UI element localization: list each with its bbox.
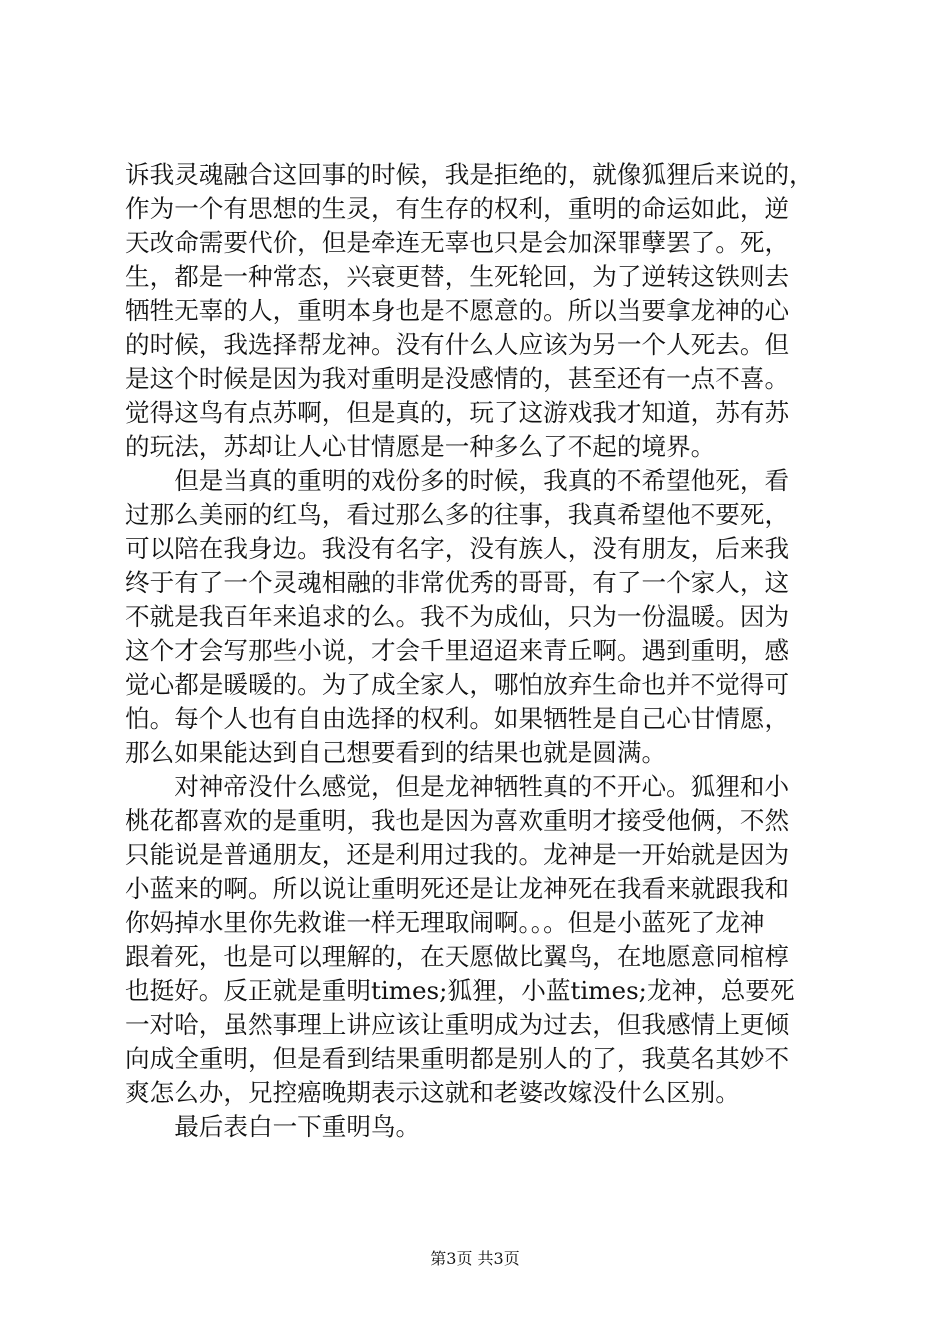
text-line: 天改命需要代价，但是牵连无辜也只是会加深罪孽罢了。死，	[125, 228, 790, 257]
text-line: 只能说是普通朋友，还是利用过我的。龙神是一开始就是因为	[125, 840, 790, 869]
text-line: 可以陪在我身边。我没有名字，没有族人，没有朋友，后来我	[125, 534, 790, 563]
text-line: 觉心都是暖暖的。为了成全家人，哪怕放弃生命也并不觉得可	[125, 670, 790, 699]
text-line: 也挺好。反正就是重明times;狐狸，小蓝times;龙神，总要死	[125, 976, 795, 1005]
text-line: 你妈掉水里你先救谁一样无理取闹啊。。。但是小蓝死了龙神	[125, 908, 765, 937]
text-line: 的时候，我选择帮龙神。没有什么人应该为另一个人死去。但	[125, 330, 790, 359]
text-line: 小蓝来的啊。所以说让重明死还是让龙神死在我看来就跟我和	[125, 874, 790, 903]
text-line: 一对哈，虽然事理上讲应该让重明成为过去，但我感情上更倾	[125, 1010, 790, 1039]
text-line: 觉得这鸟有点苏啊，但是真的，玩了这游戏我才知道，苏有苏	[125, 398, 790, 427]
text-line: 过那么美丽的红鸟，看过那么多的往事，我真希望他不要死，	[125, 500, 790, 529]
text-line: 怕。每个人也有自由选择的权利。如果牺牲是自己心甘情愿，	[125, 704, 790, 733]
text-line: 这个才会写那些小说，才会千里迢迢来青丘啊。遇到重明，感	[125, 636, 790, 665]
text-line: 但是当真的重明的戏份多的时候，我真的不希望他死，看	[125, 466, 790, 495]
text-line: 牺牲无辜的人，重明本身也是不愿意的。所以当要拿龙神的心	[125, 296, 790, 325]
text-line: 那么如果能达到自己想要看到的结果也就是圆满。	[125, 738, 667, 767]
text-line: 桃花都喜欢的是重明，我也是因为喜欢重明才接受他俩，不然	[125, 806, 790, 835]
text-line: 跟着死，也是可以理解的，在天愿做比翼鸟，在地愿意同棺椁	[125, 942, 790, 971]
text-line: 是这个时候是因为我对重明是没感情的，甚至还有一点不喜。	[125, 364, 790, 393]
text-line: 对神帝没什么感觉，但是龙神牺牲真的不开心。狐狸和小	[125, 772, 790, 801]
text-line: 的玩法，苏却让人心甘情愿是一种多么了不起的境界。	[125, 432, 716, 461]
text-line: 终于有了一个灵魂相融的非常优秀的哥哥，有了一个家人，这	[125, 568, 790, 597]
text-line: 不就是我百年来追求的么。我不为成仙，只为一份温暖。因为	[125, 602, 790, 631]
text-line: 诉我灵魂融合这回事的时候，我是拒绝的，就像狐狸后来说的，	[125, 160, 814, 189]
text-line: 生，都是一种常态，兴衰更替，生死轮回，为了逆转这铁则去	[125, 262, 790, 291]
text-line: 向成全重明，但是看到结果重明都是别人的了，我莫名其妙不	[125, 1044, 790, 1073]
text-line: 爽怎么办，兄控癌晚期表示这就和老婆改嫁没什么区别。	[125, 1078, 740, 1107]
text-line: 作为一个有思想的生灵，有生存的权利，重明的命运如此，逆	[125, 194, 790, 223]
text-line: 最后表白一下重明鸟。	[125, 1112, 421, 1141]
page-number-footer: 第3页 共3页	[430, 1249, 520, 1268]
